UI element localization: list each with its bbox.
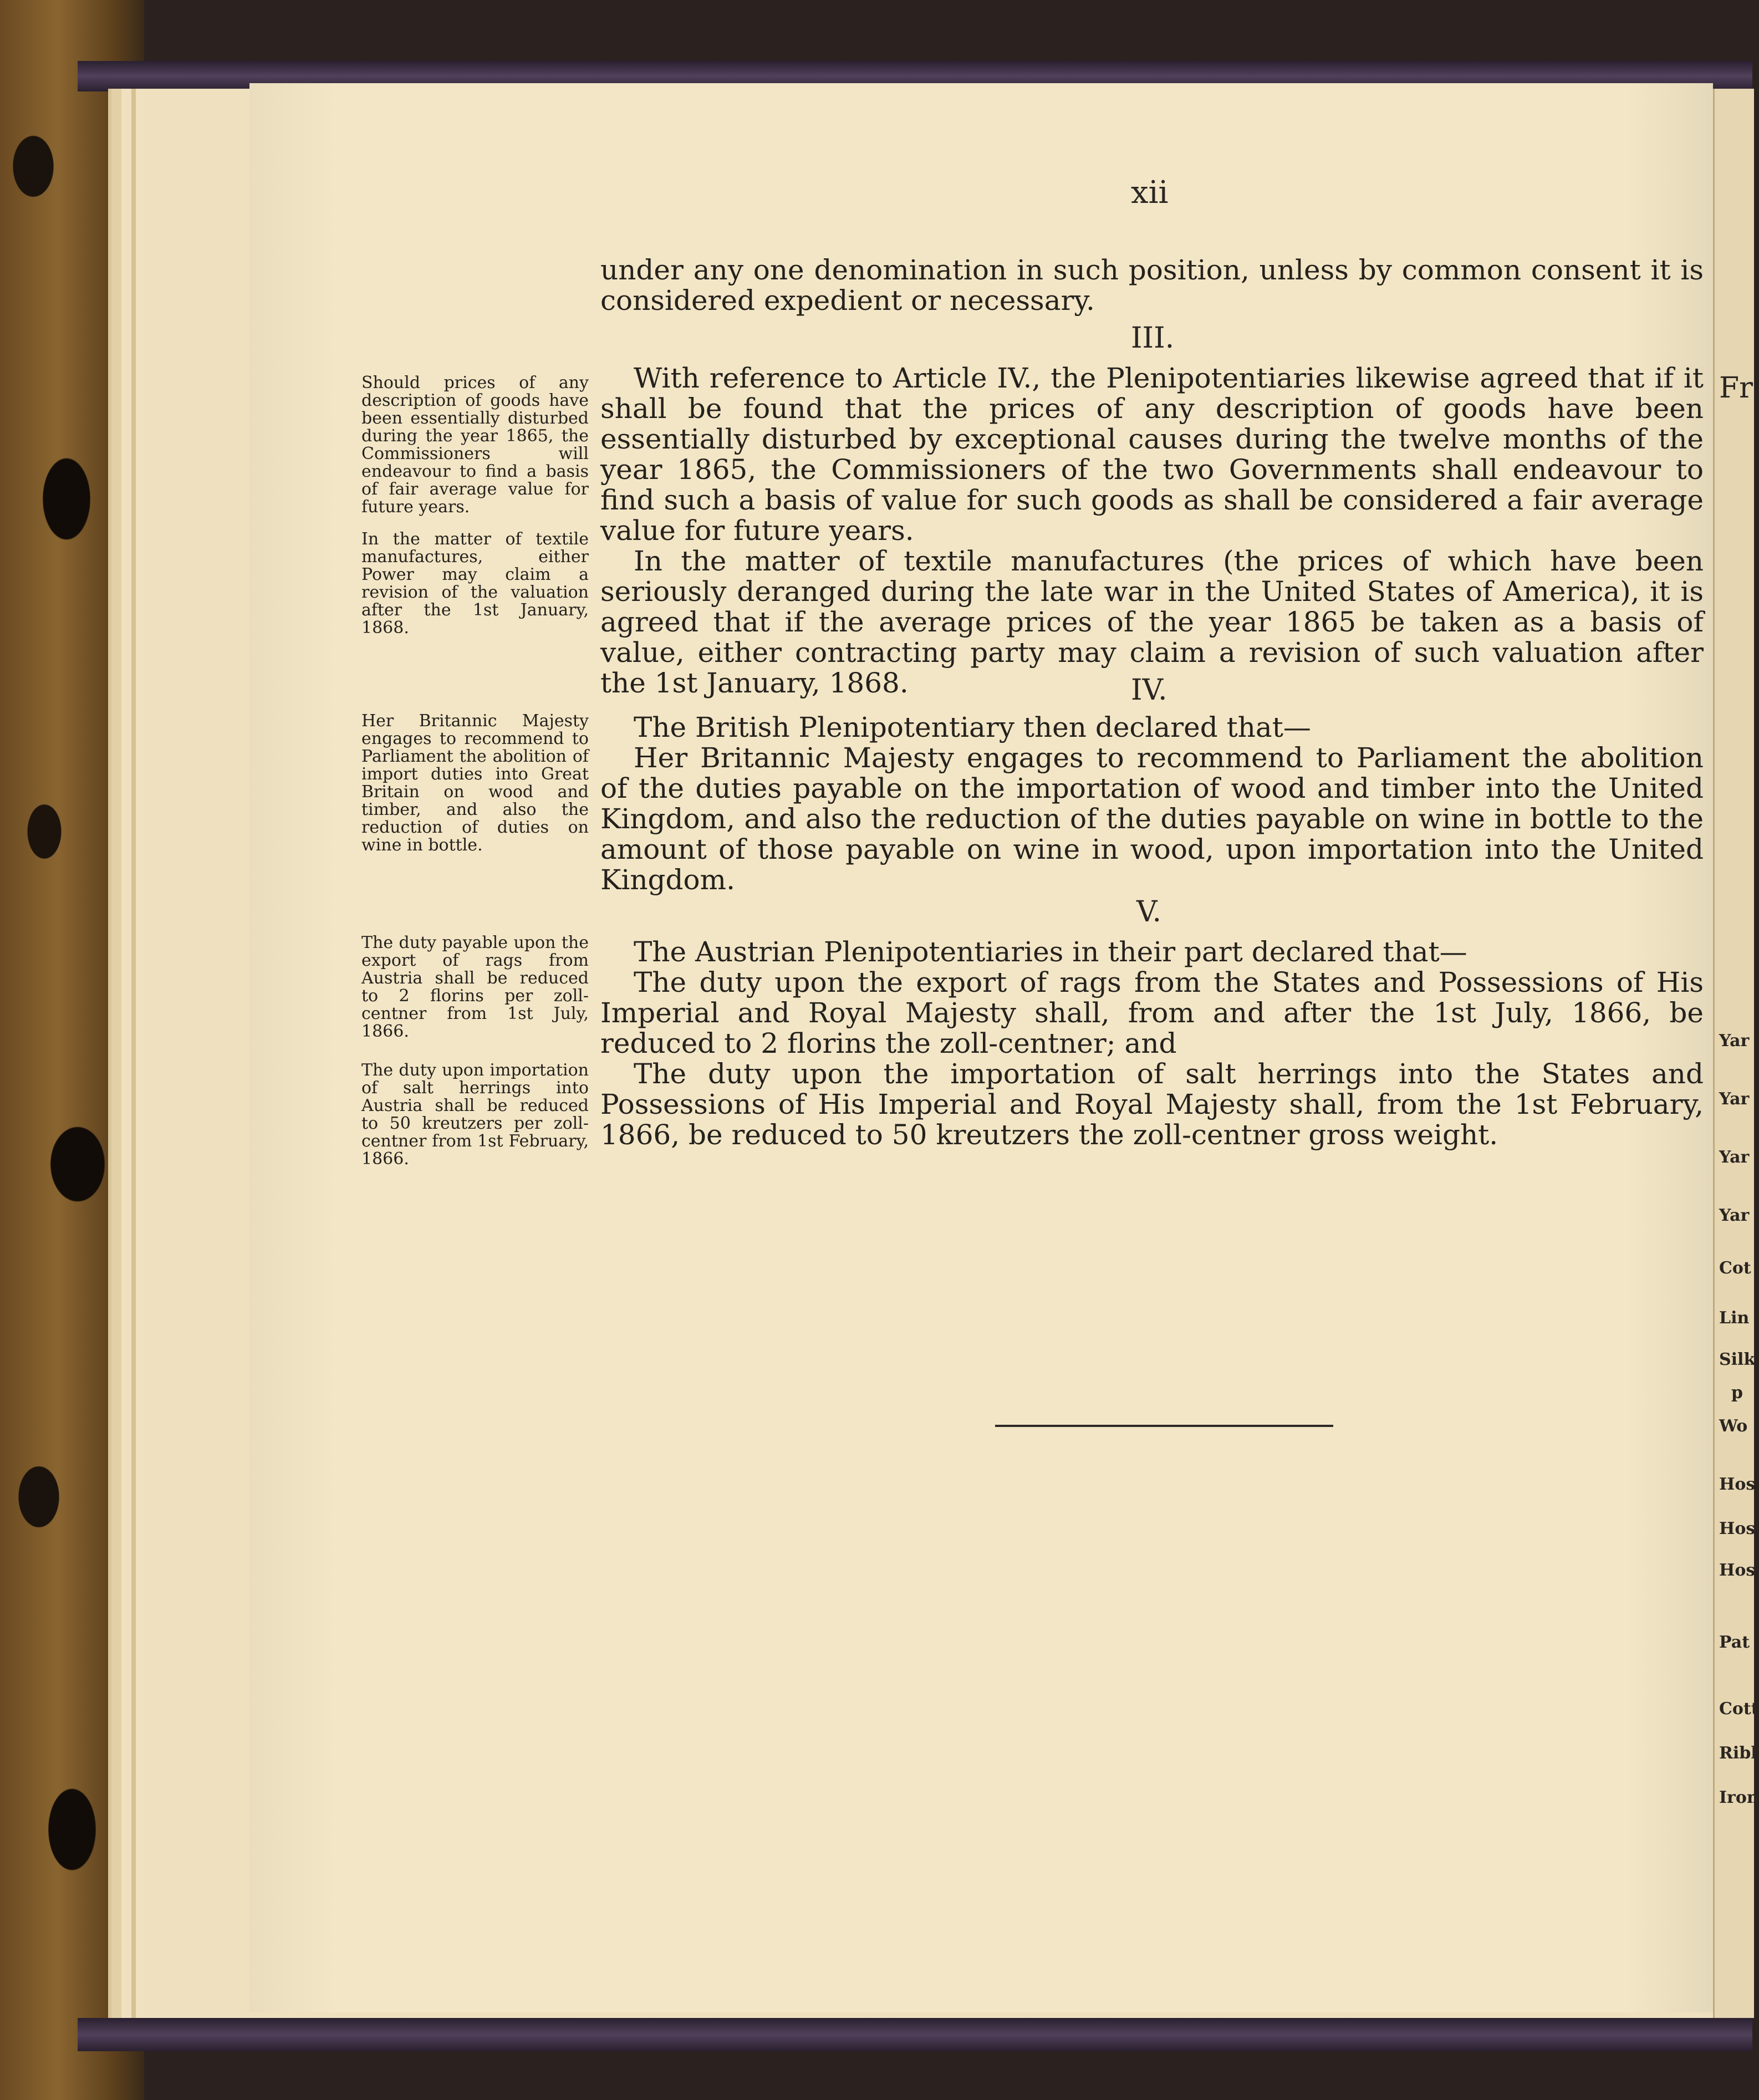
section-iv-paragraph-2: Her Britannic Majesty engages to recommend to Parliament the abolition of the duties payable on the importation of wood and timber into the United Kingdom, and also the reduction of the duties payable on wine in bottle to the amount of those payable on wine in wood, upon importation into the United Kingdom. [600,742,1704,896]
peek-word: Hos [1719,1519,1756,1538]
section-iv-paragraph-1: The British Plenipotentiary then declared that— [634,711,1311,743]
peek-word: Hos [1719,1475,1756,1494]
peek-word: Yar [1719,1206,1750,1225]
continuation-paragraph [600,255,1704,316]
peek-word: Yar [1719,1148,1750,1167]
section-heading-iv: IV. [1131,674,1167,707]
peek-word: Fr [1719,371,1753,405]
section-iv-body [600,712,1704,895]
margin-note-herrings: The duty upon importation of salt herrings into Austria shall be reduced to 50 kreutzers per zoll-centner from 1st February, 1866. [361,1061,589,1169]
section-iii-body [600,363,1704,699]
facing-page-edge [1713,89,1759,2018]
margin-note-textiles: In the matter of textile manufactures, either Power may claim a revision of the valuation after the 1st January, 1868. [361,529,589,638]
peek-word: Pat [1719,1633,1750,1652]
section-iii-paragraph-1: With reference to Article IV., the Plenipotentiaries likewise agreed that if it shall be found that the prices of any description of goods have been essentially disturbed by exceptional causes during the twelve months of the year 1865, the Commissioners of the two Governments shall endeavour to find such a basis of value for such goods as shall be considered a fair average value for future years. [600,362,1704,547]
margin-note-wood-wine: Her Britannic Majesty engages to recommend to Parliament the abolition of import duties into Great Britain on wood and timber, and also the reduction of duties on wine in bottle. [361,711,589,855]
peek-word: Hos [1719,1561,1756,1580]
page-number: xii [1131,175,1169,211]
peek-word: Wo [1719,1416,1748,1436]
peek-word: Cott [1719,1699,1759,1719]
section-iii-paragraph-2: In the matter of textile manufactures (the prices of which have been seriously deranged during the late war in the United States of America), it is agreed that if the average prices of the year 1865 be taken as a basis of value, either contracting party may claim a revision of such valuation after the 1st January, 1868. [600,545,1704,699]
peek-word: Yar [1719,1031,1750,1051]
section-heading-iii: III. [1131,322,1175,355]
peek-word: Cot [1719,1258,1751,1278]
section-heading-v: V. [1136,895,1161,929]
section-v-paragraph-1: The Austrian Plenipotentiaries in their part declared that— [634,936,1467,968]
section-v-body [600,937,1704,1150]
peek-word: Lin [1719,1308,1750,1328]
peek-word: Ribl [1719,1744,1757,1763]
section-v-paragraph-3: The duty upon the importation of salt herrings into the States and Possessions of His Imperial and Royal Majesty shall, from the 1st February, 1866, be reduced to 50 kreutzers the zoll-centner gross weight. [600,1058,1704,1151]
margin-note-rags: The duty payable upon the export of rags from Austria shall be reduced to 2 florins per zoll-centner from 1st July, 1866. [361,933,589,1041]
binding-bottom [78,2018,1752,2051]
closing-rule [995,1425,1333,1427]
continuation-text: under any one denomination in such position, unless by common consent it is considered expedient or necessary. [600,254,1704,317]
margin-note-prices: Should prices of any description of goods have been essentially disturbed during the year 1865, the Commissioners will endeavour to find a basis of fair average value for future years. [361,373,589,517]
peek-word: Iron [1719,1788,1759,1807]
peek-word: p [1731,1383,1743,1403]
peek-word: Yar [1719,1089,1750,1109]
peek-word: Silk [1719,1350,1756,1369]
section-v-paragraph-2: The duty upon the export of rags from the States and Possessions of His Imperial and Royal Majesty shall, from and after the 1st July, 1866, be reduced to 2 florins the zoll-centner; and [600,966,1704,1059]
